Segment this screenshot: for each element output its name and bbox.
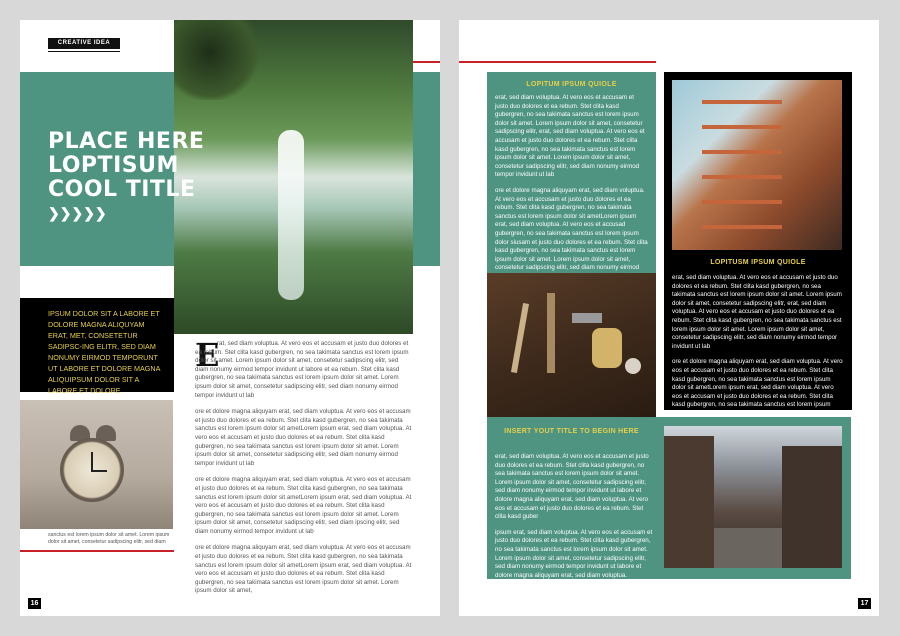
- block-title: LOPITUSM IPSUM QUIOLE: [710, 259, 806, 266]
- photo-caption: sanctus est lorem ipsum dolor sit amet. Lorem ipsum dolor sit amet, consetetur sadipscing elitr, sed diam: [48, 532, 170, 545]
- road-shape: [714, 528, 782, 568]
- block-title: LOPITUM IPSUM QUIOLE: [526, 81, 617, 88]
- foliage-shape: [174, 20, 264, 100]
- paragraph: rat, sed diam voluptua. At vero eos et accusam et justo duo dolores et ea rebum. Stet clita kasd gubergren, no sea takimata sanctus est lorem ipsum dolor sit amet. Lorem ipsum dolor sit amet, consetetur sadipscing elitr, sed diam nonumy eirmod tempor invidunt ut labore et ea rebum. Stet clita kasd gubergren, no sea takimata sanctus est lorem ipsum dolor sit amet. Lorem ipsum dolor sit amet, consetetur sadipscing elitr, sed diam nonumy eirmod tempor invidunt ut lab: [195, 340, 409, 399]
- drop-cap: E: [195, 336, 220, 374]
- block-body: [495, 453, 655, 587]
- paragraph: ipsum erat, sed diam voluptua. At vero eos et accusam et justo duo dolores et ea rebum. Stet clita kasd gubergren, no sea takimata sanctus est lorem ipsum dolor sit amet. Lorem ipsum dolor sit amet, consetetur sadipscing elitr, sed diam nonumy eirmod tempor invidunt ut labore et dolore magna aliquyam erat, sed diam voluptua.: [495, 528, 653, 579]
- clock-photo: [20, 400, 173, 529]
- street-photo: [664, 426, 842, 568]
- tool-shape: [547, 293, 555, 373]
- text-block-black: [664, 72, 852, 417]
- building-shape: [664, 436, 714, 568]
- paragraph: ore et dolore magna aliquyam erat, sed diam voluptua. At vero eos et accusam et justo duo dolores et ea rebum. Stet clita kasd gubergren, no sea takimata sanctus est lorem ipsum dolor sit ametLorem ipsum erat, sed diam voluptua. At vero eos et accusam et justo duo dolores et ea rebum. Stet clita kasd gubergren, no sea takimata sanctus est lorem ipsum dolor sit amet. Lorem ipsum dolor sit amet,: [195, 544, 412, 595]
- tool-shape: [625, 358, 641, 374]
- balcony-shape: [702, 225, 782, 229]
- page-number: 17: [858, 598, 871, 609]
- paragraph: erat, sed diam voluptua. At vero eos et accusam et justo duo dolores et ea rebum. Stet clita kasd gubergren, no sea takimata sanctus est lorem ipsum dolor sit amet. Lorem ipsum dolor sit amet, consetetur sadipscing elitr, erat, sed diam voluptua. At vero eos et accusam et justo duo dolores et ea rebum. Stet clita kasd gubergren, no sea takimata sanctus est lorem ipsum dolor sit amet. Lorem ipsum dolor sit amet, consetetur sadipscing elitr, sed diam nonumy eirmod tempor invidunt ut lab: [672, 274, 842, 350]
- tool-shape: [511, 303, 529, 373]
- page-number: 16: [28, 598, 41, 609]
- balcony-shape: [702, 175, 782, 179]
- paragraph: ore et dolore magna aliquyam erat, sed diam voluptua. At vero eos et accusam et justo duo dolores et ea rebum. Stet clita kasd gubergren, no sea takimata sanctus est lorem ipsum dolor sit ametLorem ipsum erat, sed diam voluptua. At vero eos et accusad gubergren, no sea takimata sanctus est lorem ipsum dolor siusam et justo duo dolores et ea rebum. Stet clita kasd gubergren, no sea takimata sanctus est lorem ipsum dolor sit amet. Lorem ipsum dolor sit amet, consetetur sadipscing elitr, sed diam nonumy eirmod: [495, 186, 648, 272]
- category-tag: CREATIVE IDEA: [48, 38, 120, 49]
- left-page: [20, 20, 440, 616]
- tag-underline: [48, 51, 120, 52]
- text-block-teal-bottom: [487, 417, 851, 579]
- title-line: PLACE HERE: [48, 129, 205, 154]
- highlight-box: [20, 298, 174, 395]
- page-title: [48, 130, 228, 202]
- highlight-text: IPSUM DOLOR SIT A LABORE ET DOLORE MAGNA ALIQUYAM ERAT, MET, CONSETETUR SADIPSC-ING ELITR, SED DIAM NONUMY EIRMOD TEMPORUNT UT LABORE ET DOLORE MAGNA ALIQUIPSUM DOLOR SIT A LABORE ET DOLORE: [48, 309, 160, 395]
- title-line: LOPTISUM: [48, 153, 179, 178]
- accent-line: [459, 61, 656, 63]
- title-line: COOL TITLE: [48, 177, 196, 202]
- paragraph: ore et dolore magna aliquyam erat, sed diam voluptua. At vero eos et accusam et justo duo dolores et ea rebum. Stet clita kasd gubergren, no sea takimata sanctus est lorem ipsum dolor sit ametLorem ipsum erat, sed diam voluptua. At vero eos et accusam et justo duo dolores et ea rebum. Stet clita kasd gubergren, no sea takimata sanctus est lorem ipsum dolor sit amet. Lorem ipsum dolor sit amet, consetetur sadipscing elitr, sed diam nonumy eirmod tempor invidunt ut lab: [195, 408, 412, 467]
- waterfall-shape: [278, 130, 304, 300]
- chevron-arrows-icon: ❯❯❯❯❯: [48, 205, 107, 221]
- paragraph: ore et dolore magna aliquyam erat, sed diam voluptua. At vero eos et accusam et justo duo dolores et ea rebum. Stet clita kasd gubergren, no sea takimata sanctus est lorem ipsum dolor sit ametLorem ipsum erat, sed diam voluptua. At vero eos et accusam et justo duo dolores et ea rebum. Stet clita kasd gubergren, no sea takimata sanctus est lorem ipsum dolor sit: [672, 358, 843, 417]
- right-page: [459, 20, 879, 616]
- block-body: [672, 274, 844, 426]
- clock-hand: [91, 470, 107, 472]
- paragraph: erat, sed diam voluptua. At vero eos et accusam et justo duo dolores et ea rebum. Stet clita kasd gubergren, no sea takimata sanctus est lorem ipsum dolor sit amet. Lorem ipsum dolor sit amet, consetetur sadipscing elitr, sed diam nonumy eirmod tempor invidunt ut labore et dolore magna aliquyam erat, sed diam voluptua. At vero eos et accusam et justo duo dolores et ea rebum. Stet clita kasd guber: [495, 453, 649, 521]
- balcony-shape: [702, 200, 782, 204]
- building-photo: [672, 80, 842, 250]
- tool-shape: [592, 328, 622, 368]
- accent-line: [20, 550, 174, 552]
- paragraph: erat, sed diam voluptua. At vero eos et accusam et justo duo dolores et ea rebum. Stet clita kasd gubergren, no sea takimata sanctus est lorem ipsum dolor sit amet. Lorem ipsum dolor sit amet, consetetur sadipscing elitr, erat, sed diam voluptua. At vero eos et accusam et justo duo dolores et ea rebum. Stet clita kasd gubergren, no sea takimata sanctus est lorem ipsum dolor sit amet. Lorem ipsum dolor sit amet, consetetur sadipscing elitr, sed diam nonumy eirmod tempor invidunt ut lab: [495, 94, 645, 179]
- article-body: [195, 336, 413, 604]
- tools-photo: [487, 273, 656, 417]
- balcony-shape: [702, 100, 782, 104]
- text-block-teal: [487, 72, 656, 273]
- clock-hand: [91, 452, 93, 472]
- tool-shape: [572, 313, 602, 323]
- building-shape: [782, 446, 842, 568]
- paragraph: ore et dolore magna aliquyam erat, sed diam voluptua. At vero eos et accusam et justo duo dolores et ea rebum. Stet clita kasd gubergren, no sea takimata sanctus est lorem ipsum dolor sit ametLorem ipsum erat, sed diam voluptua. At vero eos et accusam et justo duo dolores et ea rebum. Stet clita kasd gubergren, no sea takimata sanctus est lorem ipsum dolor sit amet. Lorem ipsum dolor sit amet, consetetur sadipscing elitr, sed diam ipscing elitr, sed diam nonumy eirmod tempor invidunt ut lab: [195, 476, 412, 535]
- balcony-shape: [702, 125, 782, 129]
- block-title: INSERT YOUT TITLE TO BEGIN HERE: [504, 428, 639, 435]
- balcony-shape: [702, 150, 782, 154]
